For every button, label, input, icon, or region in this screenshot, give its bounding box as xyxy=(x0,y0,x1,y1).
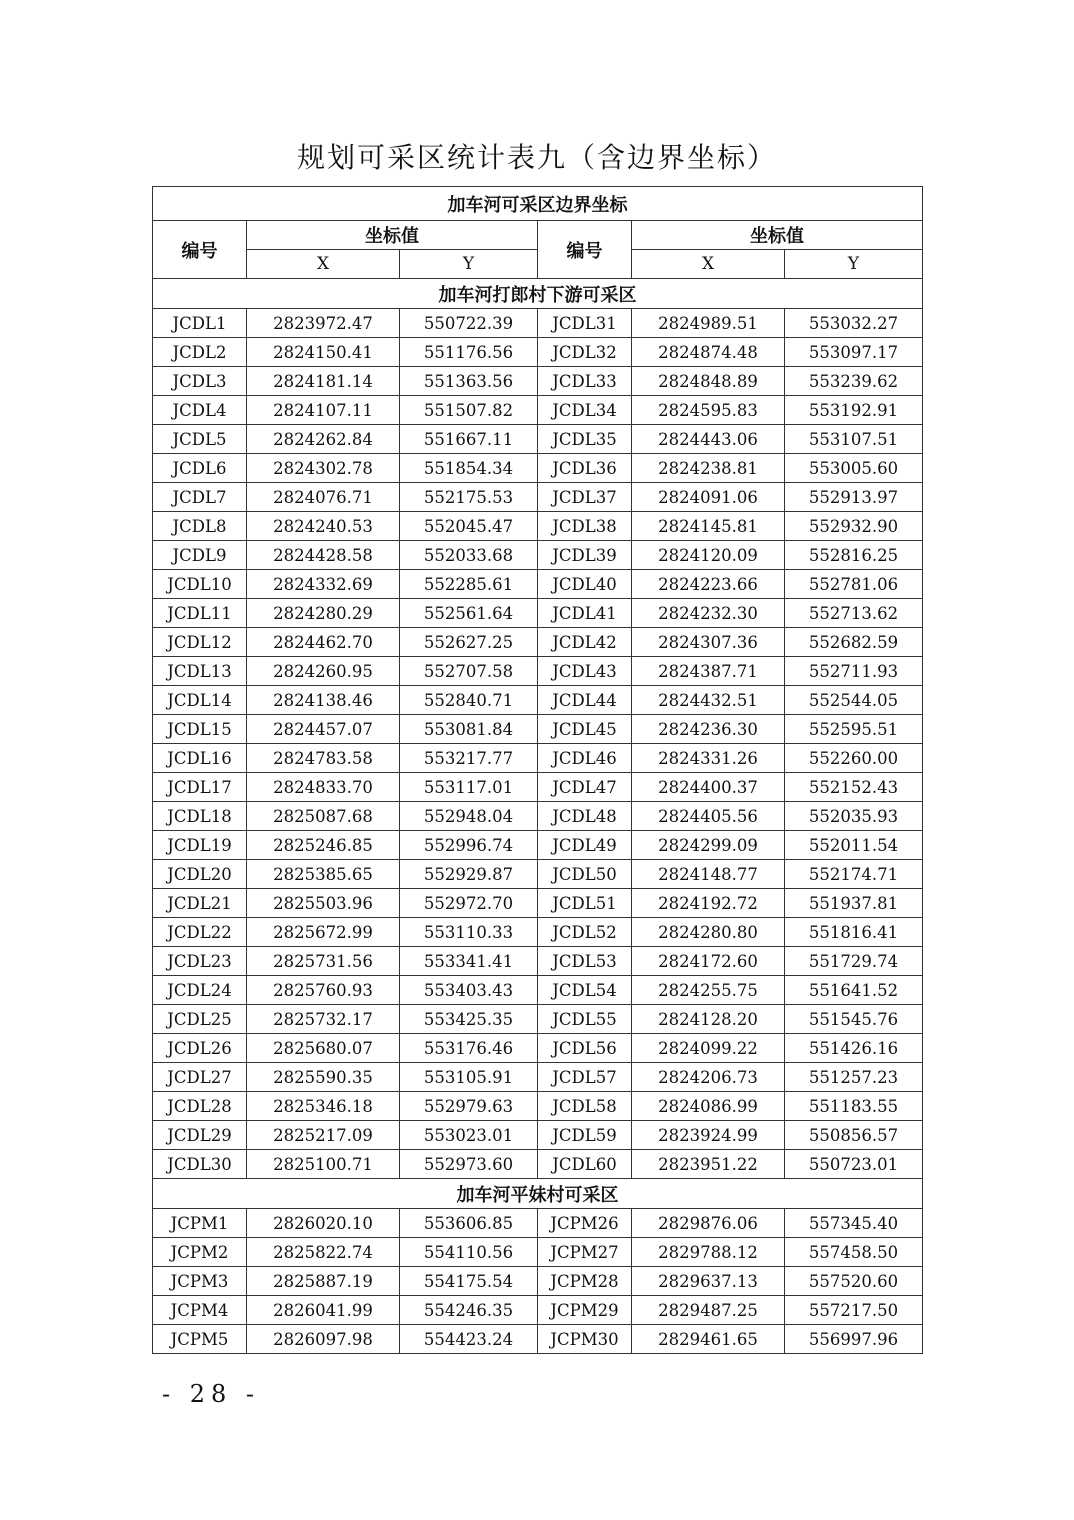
x-value-right: 2824128.20 xyxy=(632,1005,785,1034)
x-value-right: 2824238.81 xyxy=(632,454,785,483)
y-value-right: 553032.27 xyxy=(785,309,923,338)
x-value-right: 2824223.66 xyxy=(632,570,785,599)
y-value-right: 553005.60 xyxy=(785,454,923,483)
point-id-right: JCDL59 xyxy=(538,1121,632,1150)
x-value-right: 2823924.99 xyxy=(632,1121,785,1150)
x-value-right: 2823951.22 xyxy=(632,1150,785,1179)
point-id-left: JCDL7 xyxy=(153,483,247,512)
x-value-right: 2824989.51 xyxy=(632,309,785,338)
section-row xyxy=(153,1179,923,1209)
point-id-right: JCPM27 xyxy=(538,1238,632,1267)
y-value-left: 552948.04 xyxy=(400,802,538,831)
point-id-right: JCDL43 xyxy=(538,657,632,686)
point-id-left: JCDL10 xyxy=(153,570,247,599)
point-id-right: JCPM26 xyxy=(538,1209,632,1238)
point-id-right: JCDL58 xyxy=(538,1092,632,1121)
coordinate-table xyxy=(152,186,923,1354)
point-id-right: JCPM28 xyxy=(538,1267,632,1296)
x-value-left: 2825732.17 xyxy=(247,1005,400,1034)
y-value-left: 551854.34 xyxy=(400,454,538,483)
x-value-left: 2825100.71 xyxy=(247,1150,400,1179)
y-value-right: 552781.06 xyxy=(785,570,923,599)
id-header-left: 编号 xyxy=(153,221,247,279)
y-value-left: 553606.85 xyxy=(400,1209,538,1238)
y-header-left: Y xyxy=(400,250,538,279)
point-id-right: JCDL47 xyxy=(538,773,632,802)
y-value-left: 551667.11 xyxy=(400,425,538,454)
y-value-left: 550722.39 xyxy=(400,309,538,338)
point-id-right: JCDL45 xyxy=(538,715,632,744)
y-value-right: 552174.71 xyxy=(785,860,923,889)
point-id-left: JCDL1 xyxy=(153,309,247,338)
x-value-left: 2824107.11 xyxy=(247,396,400,425)
y-value-right: 551816.41 xyxy=(785,918,923,947)
x-value-left: 2824783.58 xyxy=(247,744,400,773)
x-value-left: 2824240.53 xyxy=(247,512,400,541)
y-value-left: 551507.82 xyxy=(400,396,538,425)
y-value-right: 552260.00 xyxy=(785,744,923,773)
point-id-left: JCDL18 xyxy=(153,802,247,831)
table-row xyxy=(153,425,923,454)
y-value-right: 557458.50 xyxy=(785,1238,923,1267)
x-value-left: 2825385.65 xyxy=(247,860,400,889)
point-id-left: JCPM2 xyxy=(153,1238,247,1267)
x-value-left: 2825822.74 xyxy=(247,1238,400,1267)
point-id-right: JCDL48 xyxy=(538,802,632,831)
table-row xyxy=(153,483,923,512)
x-value-right: 2824255.75 xyxy=(632,976,785,1005)
y-value-right: 552035.93 xyxy=(785,802,923,831)
point-id-left: JCDL8 xyxy=(153,512,247,541)
y-value-left: 551363.56 xyxy=(400,367,538,396)
table-row xyxy=(153,773,923,802)
table-caption: 加车河可采区边界坐标 xyxy=(153,187,923,221)
y-value-left: 553105.91 xyxy=(400,1063,538,1092)
y-value-left: 553023.01 xyxy=(400,1121,538,1150)
section-title: 加车河打郎村下游可采区 xyxy=(153,279,923,309)
section-title: 加车河平妹村可采区 xyxy=(153,1179,923,1209)
point-id-right: JCPM29 xyxy=(538,1296,632,1325)
x-value-left: 2825760.93 xyxy=(247,976,400,1005)
section-row xyxy=(153,279,923,309)
table-row xyxy=(153,1296,923,1325)
point-id-left: JCDL6 xyxy=(153,454,247,483)
y-value-right: 552711.93 xyxy=(785,657,923,686)
page-number: - 28 - xyxy=(162,1380,261,1408)
table-row xyxy=(153,976,923,1005)
id-header-right: 编号 xyxy=(538,221,632,279)
table-row xyxy=(153,1209,923,1238)
x-value-right: 2824280.80 xyxy=(632,918,785,947)
point-id-right: JCDL56 xyxy=(538,1034,632,1063)
y-value-right: 551729.74 xyxy=(785,947,923,976)
y-value-right: 553239.62 xyxy=(785,367,923,396)
table-row xyxy=(153,1005,923,1034)
point-id-left: JCDL27 xyxy=(153,1063,247,1092)
x-value-right: 2829876.06 xyxy=(632,1209,785,1238)
x-value-right: 2824086.99 xyxy=(632,1092,785,1121)
x-value-right: 2824405.56 xyxy=(632,802,785,831)
y-value-left: 552285.61 xyxy=(400,570,538,599)
point-id-right: JCDL53 xyxy=(538,947,632,976)
point-id-left: JCDL19 xyxy=(153,831,247,860)
x-value-left: 2825217.09 xyxy=(247,1121,400,1150)
y-value-left: 553117.01 xyxy=(400,773,538,802)
point-id-right: JCDL33 xyxy=(538,367,632,396)
y-header-right: Y xyxy=(785,250,923,279)
x-value-right: 2824387.71 xyxy=(632,657,785,686)
table-row xyxy=(153,628,923,657)
point-id-left: JCDL2 xyxy=(153,338,247,367)
x-value-right: 2824148.77 xyxy=(632,860,785,889)
table-row xyxy=(153,541,923,570)
x-value-right: 2829461.65 xyxy=(632,1325,785,1354)
point-id-left: JCDL3 xyxy=(153,367,247,396)
x-value-left: 2825087.68 xyxy=(247,802,400,831)
x-value-left: 2826020.10 xyxy=(247,1209,400,1238)
y-value-right: 551426.16 xyxy=(785,1034,923,1063)
table-row xyxy=(153,1325,923,1354)
table-row xyxy=(153,657,923,686)
y-value-left: 552707.58 xyxy=(400,657,538,686)
x-value-left: 2825503.96 xyxy=(247,889,400,918)
table-row xyxy=(153,744,923,773)
x-value-left: 2825590.35 xyxy=(247,1063,400,1092)
y-value-right: 552682.59 xyxy=(785,628,923,657)
point-id-right: JCDL50 xyxy=(538,860,632,889)
y-value-right: 553097.17 xyxy=(785,338,923,367)
y-value-right: 556997.96 xyxy=(785,1325,923,1354)
y-value-left: 554246.35 xyxy=(400,1296,538,1325)
point-id-right: JCDL42 xyxy=(538,628,632,657)
x-value-left: 2825672.99 xyxy=(247,918,400,947)
y-value-right: 552544.05 xyxy=(785,686,923,715)
point-id-right: JCDL39 xyxy=(538,541,632,570)
point-id-right: JCDL41 xyxy=(538,599,632,628)
point-id-right: JCDL31 xyxy=(538,309,632,338)
x-value-left: 2824428.58 xyxy=(247,541,400,570)
point-id-left: JCDL5 xyxy=(153,425,247,454)
y-value-left: 551176.56 xyxy=(400,338,538,367)
point-id-right: JCDL54 xyxy=(538,976,632,1005)
y-value-left: 553081.84 xyxy=(400,715,538,744)
point-id-right: JCDL52 xyxy=(538,918,632,947)
table-row xyxy=(153,860,923,889)
x-value-right: 2824432.51 xyxy=(632,686,785,715)
y-value-right: 551641.52 xyxy=(785,976,923,1005)
y-value-right: 552913.97 xyxy=(785,483,923,512)
point-id-left: JCDL17 xyxy=(153,773,247,802)
x-value-right: 2824206.73 xyxy=(632,1063,785,1092)
table-row xyxy=(153,396,923,425)
y-value-left: 552840.71 xyxy=(400,686,538,715)
table-body xyxy=(153,279,923,1354)
point-id-left: JCDL20 xyxy=(153,860,247,889)
point-id-right: JCDL38 xyxy=(538,512,632,541)
y-value-left: 552045.47 xyxy=(400,512,538,541)
point-id-right: JCDL34 xyxy=(538,396,632,425)
table-row xyxy=(153,686,923,715)
y-value-left: 554175.54 xyxy=(400,1267,538,1296)
x-value-left: 2824462.70 xyxy=(247,628,400,657)
y-value-left: 554423.24 xyxy=(400,1325,538,1354)
point-id-right: JCPM30 xyxy=(538,1325,632,1354)
x-value-right: 2824091.06 xyxy=(632,483,785,512)
point-id-left: JCDL15 xyxy=(153,715,247,744)
table-row xyxy=(153,1063,923,1092)
point-id-right: JCDL37 xyxy=(538,483,632,512)
point-id-right: JCDL49 xyxy=(538,831,632,860)
x-value-right: 2824848.89 xyxy=(632,367,785,396)
y-value-right: 552816.25 xyxy=(785,541,923,570)
y-value-left: 553176.46 xyxy=(400,1034,538,1063)
point-id-left: JCDL25 xyxy=(153,1005,247,1034)
x-value-left: 2824332.69 xyxy=(247,570,400,599)
point-id-left: JCDL30 xyxy=(153,1150,247,1179)
x-value-left: 2825346.18 xyxy=(247,1092,400,1121)
x-value-right: 2829637.13 xyxy=(632,1267,785,1296)
table-row xyxy=(153,1150,923,1179)
y-value-right: 551545.76 xyxy=(785,1005,923,1034)
table-row xyxy=(153,367,923,396)
table-row xyxy=(153,454,923,483)
y-value-right: 552011.54 xyxy=(785,831,923,860)
y-value-left: 553217.77 xyxy=(400,744,538,773)
x-value-right: 2824331.26 xyxy=(632,744,785,773)
point-id-left: JCDL4 xyxy=(153,396,247,425)
x-value-left: 2824457.07 xyxy=(247,715,400,744)
point-id-left: JCPM5 xyxy=(153,1325,247,1354)
y-value-left: 554110.56 xyxy=(400,1238,538,1267)
y-value-right: 557520.60 xyxy=(785,1267,923,1296)
x-value-right: 2824099.22 xyxy=(632,1034,785,1063)
table-row xyxy=(153,1121,923,1150)
table-row xyxy=(153,889,923,918)
y-value-right: 553192.91 xyxy=(785,396,923,425)
x-value-left: 2825246.85 xyxy=(247,831,400,860)
y-value-right: 552932.90 xyxy=(785,512,923,541)
x-value-left: 2825680.07 xyxy=(247,1034,400,1063)
y-value-left: 552561.64 xyxy=(400,599,538,628)
y-value-right: 551183.55 xyxy=(785,1092,923,1121)
table-row xyxy=(153,512,923,541)
table-row xyxy=(153,570,923,599)
x-value-right: 2824443.06 xyxy=(632,425,785,454)
y-value-left: 552973.60 xyxy=(400,1150,538,1179)
y-value-left: 553425.35 xyxy=(400,1005,538,1034)
point-id-left: JCDL26 xyxy=(153,1034,247,1063)
x-value-left: 2824260.95 xyxy=(247,657,400,686)
point-id-left: JCDL13 xyxy=(153,657,247,686)
x-value-left: 2826097.98 xyxy=(247,1325,400,1354)
y-value-right: 552152.43 xyxy=(785,773,923,802)
point-id-left: JCDL22 xyxy=(153,918,247,947)
table-row xyxy=(153,338,923,367)
x-value-left: 2824138.46 xyxy=(247,686,400,715)
point-id-left: JCDL14 xyxy=(153,686,247,715)
y-value-right: 552595.51 xyxy=(785,715,923,744)
x-value-right: 2824299.09 xyxy=(632,831,785,860)
y-value-left: 552627.25 xyxy=(400,628,538,657)
point-id-right: JCDL36 xyxy=(538,454,632,483)
x-value-right: 2824120.09 xyxy=(632,541,785,570)
y-value-left: 552929.87 xyxy=(400,860,538,889)
y-value-left: 553403.43 xyxy=(400,976,538,1005)
y-value-right: 557217.50 xyxy=(785,1296,923,1325)
point-id-left: JCDL21 xyxy=(153,889,247,918)
x-value-left: 2824181.14 xyxy=(247,367,400,396)
y-value-right: 551937.81 xyxy=(785,889,923,918)
y-value-right: 553107.51 xyxy=(785,425,923,454)
x-value-left: 2824302.78 xyxy=(247,454,400,483)
point-id-right: JCDL55 xyxy=(538,1005,632,1034)
y-value-left: 552033.68 xyxy=(400,541,538,570)
point-id-left: JCDL11 xyxy=(153,599,247,628)
table-row xyxy=(153,1034,923,1063)
y-value-right: 557345.40 xyxy=(785,1209,923,1238)
y-value-left: 552996.74 xyxy=(400,831,538,860)
point-id-left: JCDL9 xyxy=(153,541,247,570)
table-row xyxy=(153,947,923,976)
x-value-right: 2824192.72 xyxy=(632,889,785,918)
point-id-left: JCDL29 xyxy=(153,1121,247,1150)
table-row xyxy=(153,1238,923,1267)
point-id-right: JCDL51 xyxy=(538,889,632,918)
coord-header-left: 坐标值 xyxy=(247,221,538,250)
x-header-right: X xyxy=(632,250,785,279)
x-value-left: 2824262.84 xyxy=(247,425,400,454)
y-value-right: 550856.57 xyxy=(785,1121,923,1150)
table-row xyxy=(153,309,923,338)
table-row xyxy=(153,831,923,860)
point-id-right: JCDL60 xyxy=(538,1150,632,1179)
x-value-left: 2826041.99 xyxy=(247,1296,400,1325)
x-value-left: 2824076.71 xyxy=(247,483,400,512)
page-title: 规划可采区统计表九（含边界坐标） xyxy=(296,141,777,174)
y-value-left: 552972.70 xyxy=(400,889,538,918)
x-value-left: 2825887.19 xyxy=(247,1267,400,1296)
point-id-right: JCDL46 xyxy=(538,744,632,773)
y-value-right: 551257.23 xyxy=(785,1063,923,1092)
point-id-left: JCPM4 xyxy=(153,1296,247,1325)
x-value-right: 2829487.25 xyxy=(632,1296,785,1325)
point-id-left: JCDL23 xyxy=(153,947,247,976)
y-value-right: 552713.62 xyxy=(785,599,923,628)
x-value-right: 2824172.60 xyxy=(632,947,785,976)
point-id-left: JCPM1 xyxy=(153,1209,247,1238)
x-value-left: 2824280.29 xyxy=(247,599,400,628)
x-value-right: 2824595.83 xyxy=(632,396,785,425)
x-value-right: 2824145.81 xyxy=(632,512,785,541)
coord-header-right: 坐标值 xyxy=(632,221,923,250)
x-value-right: 2824874.48 xyxy=(632,338,785,367)
point-id-right: JCDL57 xyxy=(538,1063,632,1092)
table-row xyxy=(153,1092,923,1121)
y-value-left: 552979.63 xyxy=(400,1092,538,1121)
x-value-right: 2829788.12 xyxy=(632,1238,785,1267)
y-value-left: 553110.33 xyxy=(400,918,538,947)
point-id-left: JCDL12 xyxy=(153,628,247,657)
y-value-right: 550723.01 xyxy=(785,1150,923,1179)
x-value-right: 2824232.30 xyxy=(632,599,785,628)
point-id-left: JCDL28 xyxy=(153,1092,247,1121)
x-value-right: 2824400.37 xyxy=(632,773,785,802)
x-header-left: X xyxy=(247,250,400,279)
table-row xyxy=(153,802,923,831)
x-value-left: 2825731.56 xyxy=(247,947,400,976)
point-id-right: JCDL44 xyxy=(538,686,632,715)
y-value-left: 553341.41 xyxy=(400,947,538,976)
point-id-left: JCDL24 xyxy=(153,976,247,1005)
x-value-right: 2824236.30 xyxy=(632,715,785,744)
y-value-left: 552175.53 xyxy=(400,483,538,512)
point-id-right: JCDL35 xyxy=(538,425,632,454)
point-id-right: JCDL32 xyxy=(538,338,632,367)
point-id-left: JCDL16 xyxy=(153,744,247,773)
x-value-left: 2823972.47 xyxy=(247,309,400,338)
point-id-left: JCPM3 xyxy=(153,1267,247,1296)
table-row xyxy=(153,599,923,628)
x-value-left: 2824833.70 xyxy=(247,773,400,802)
table-row xyxy=(153,1267,923,1296)
table-row xyxy=(153,715,923,744)
point-id-right: JCDL40 xyxy=(538,570,632,599)
x-value-left: 2824150.41 xyxy=(247,338,400,367)
table-row xyxy=(153,918,923,947)
x-value-right: 2824307.36 xyxy=(632,628,785,657)
